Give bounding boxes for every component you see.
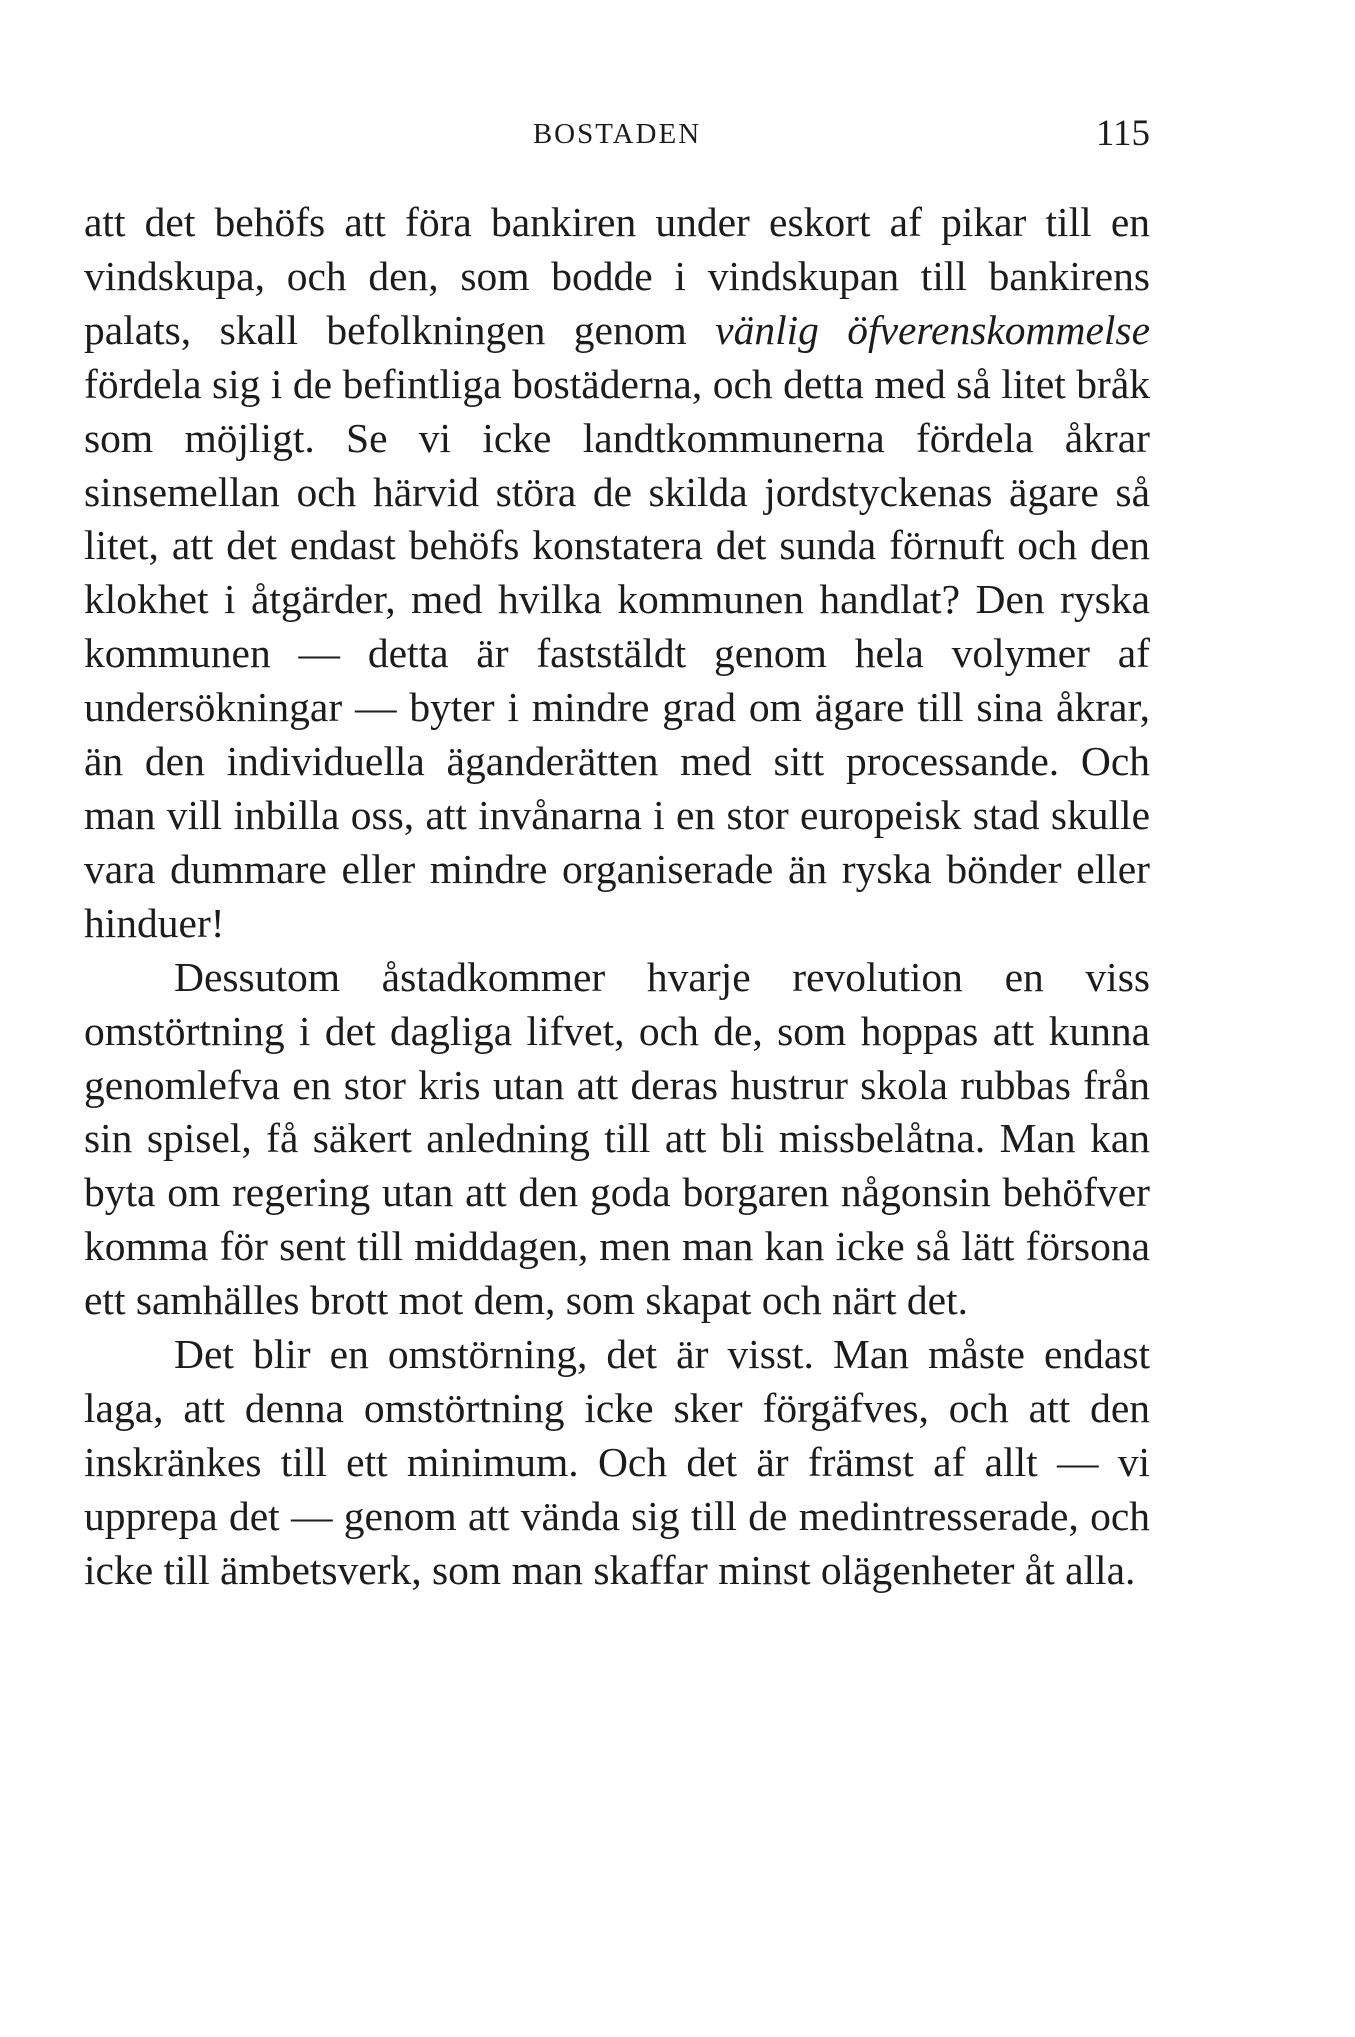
- running-title: BOSTADEN: [532, 118, 702, 150]
- body-text: [84, 196, 1150, 1598]
- paragraph-1-run-1: att det behöfs att föra bankiren under eskort af pikar till en vindskupa, och den, som bodde i vindskupan till bankirens palats, skall befolkningen genom: [84, 199, 1150, 353]
- paragraph-3: Det blir en omstörning, det är visst. Man måste endast laga, att denna omstörtning icke sker förgäfves, och att den inskränkes till ett minimum. Och det är främst af allt — vi upprepa det — genom att vända sig till de medintresserade, och icke till ämbetsverk, som man skaffar minst olägenheter åt alla.: [84, 1331, 1150, 1593]
- page-number: 115: [1095, 113, 1150, 154]
- running-head: [84, 112, 1150, 162]
- paragraph-2: Dessutom åstadkommer hvarje revolution en viss omstörtning i det dagliga lifvet, och de, som hoppas att kunna genomlefva en stor kris utan att deras hustrur skola rubbas från sin spisel, få säkert anledning till att bli missbelåtna. Man kan byta om regering utan att den goda borgaren någonsin behöfver komma för sent till middagen, men man kan icke så lätt försona ett samhälles brott mot dem, som skapat och närt det.: [84, 953, 1150, 1324]
- paragraph-1: [84, 196, 1150, 951]
- paragraph-1-italic-phrase: vänlig öfverenskommelse: [715, 306, 1150, 353]
- paragraph-1-run-3: fördela sig i de befintliga bostäderna, och detta med så litet bråk som möjligt. Se vi icke landtkommunerna fördela åkrar sinsemellan och härvid störa de skilda jordstyckenas ägare så litet, att det endast behöfs konstatera det sunda förnuft och den klokhet i åtgärder, med hvilka kommunen handlat? Den ryska kommunen — detta är faststäldt genom hela volymer af undersökningar — byter i mindre grad om ägare till sina åkrar, än den individuella äganderätten med sitt processande. Och man vill inbilla oss, att invånarna i en stor europeisk stad skulle vara dummare eller mindre organiserade än ryska bönder eller hinduer!: [84, 360, 1150, 946]
